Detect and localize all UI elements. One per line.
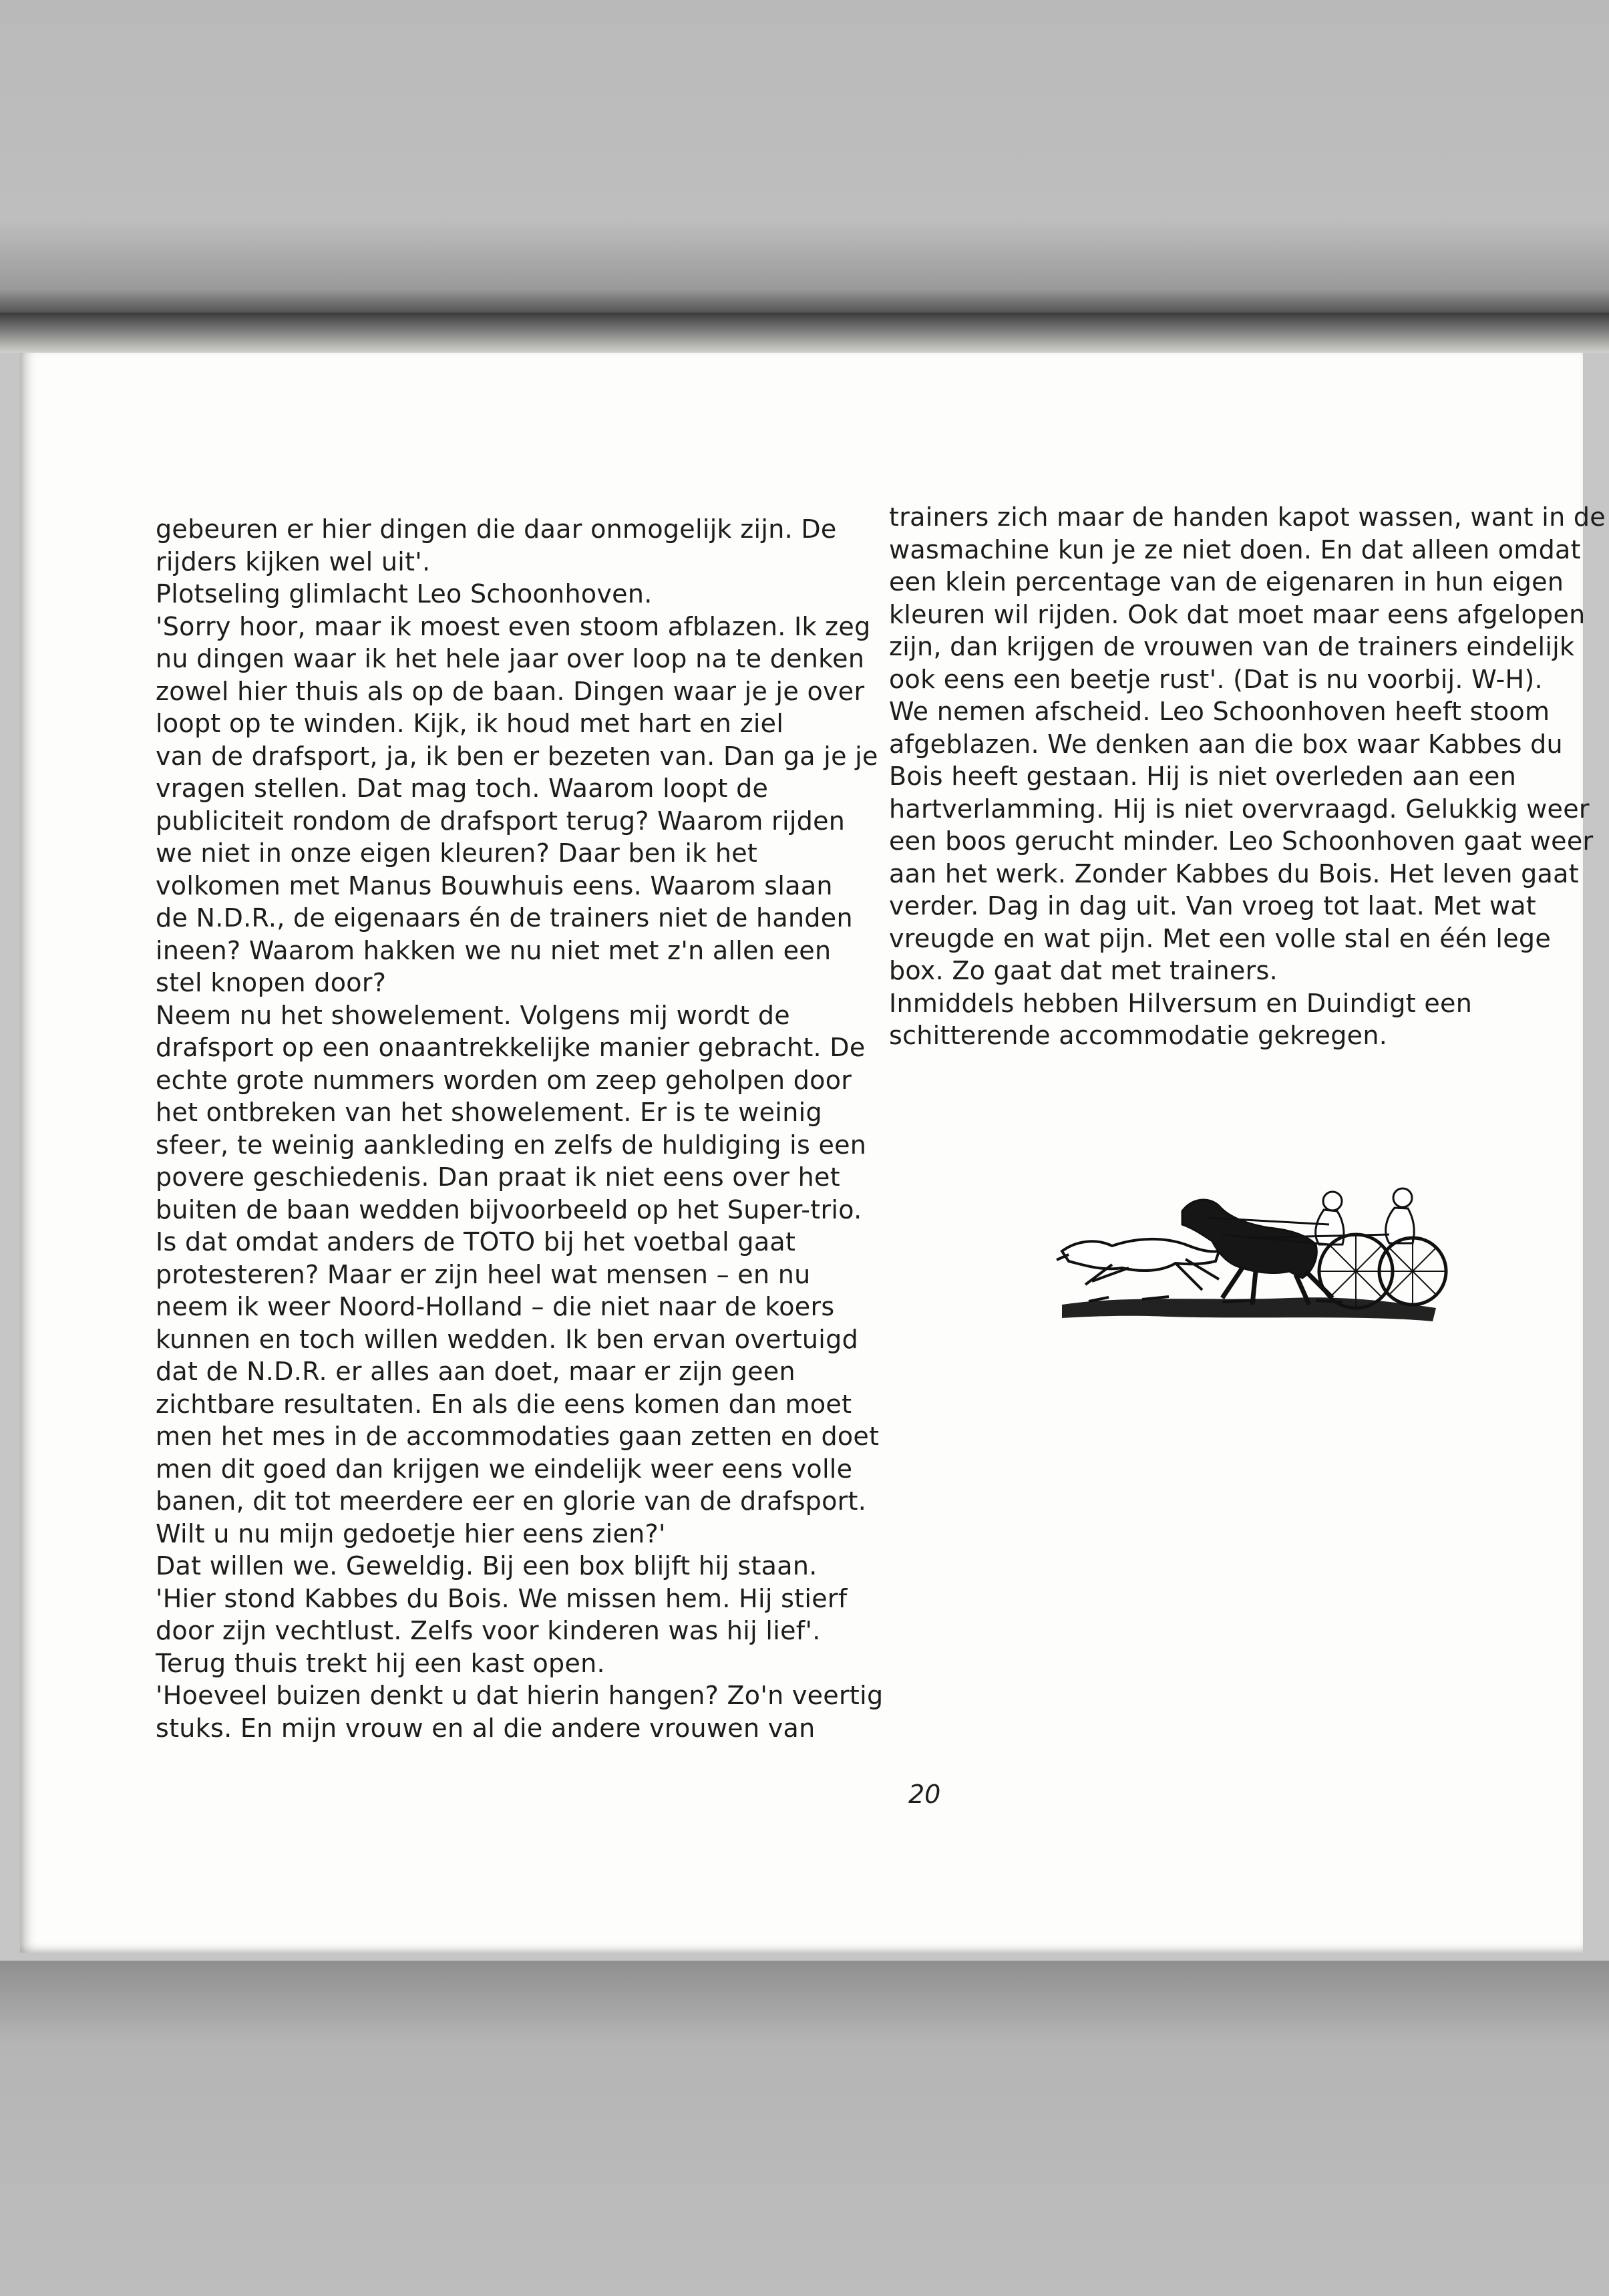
left-column-line: buiten de baan wedden bijvoorbeeld op het Super-trio. xyxy=(156,1194,862,1224)
left-column-line: kunnen en toch willen wedden. Ik ben ervan overtuigd xyxy=(156,1324,859,1354)
left-column-line: men dit goed dan krijgen we eindelijk weer eens volle xyxy=(156,1454,853,1484)
left-column-line: publiciteit rondom de drafsport terug? Waarom rijden xyxy=(156,806,846,836)
right-column-line: We nemen afscheid. Leo Schoonhoven heeft stoom xyxy=(889,697,1550,726)
scanner-background-bottom xyxy=(0,1961,1609,2296)
right-column-line: Bois heeft gestaan. Hij is niet overleden aan een xyxy=(889,762,1517,791)
left-column-line: protesteren? Maar er zijn heel wat mensen – en nu xyxy=(156,1259,811,1289)
book-cover-edge xyxy=(0,313,1609,353)
left-column-line: we niet in onze eigen kleuren? Daar ben ik het xyxy=(156,838,758,868)
left-column-line: men het mes in de accommodaties gaan zetten en doet xyxy=(156,1422,880,1451)
right-column-line: wasmachine kun je ze niet doen. En dat alleen omdat xyxy=(889,534,1581,564)
right-column-line: een boos gerucht minder. Leo Schoonhoven gaat weer xyxy=(889,826,1594,856)
left-column-line: stel knopen door? xyxy=(156,968,387,997)
left-column-line: door zijn vechtlust. Zelfs voor kinderen was hij lief'. xyxy=(156,1616,821,1645)
left-column-line: Dat willen we. Geweldig. Bij een box blijft hij staan. xyxy=(156,1551,818,1581)
left-column-line: nu dingen waar ik het hele jaar over loop na te denken xyxy=(156,644,865,673)
left-column-line: Is dat omdat anders de TOTO bij het voetbal gaat xyxy=(156,1227,796,1257)
right-column-line: een klein percentage van de eigenaren in hun eigen xyxy=(889,567,1564,597)
left-column-line: Neem nu het showelement. Volgens mij wordt de xyxy=(156,1000,790,1030)
left-column-line: neem ik weer Noord-Holland – die niet naar de koers xyxy=(156,1292,835,1321)
left-column-line: drafsport op een onaantrekkelijke manier gebracht. De xyxy=(156,1033,866,1062)
left-column-line: de N.D.R., de eigenaars én de trainers niet de handen xyxy=(156,903,853,933)
right-column-line: zijn, dan krijgen de vrouwen van de trainers eindelijk xyxy=(889,632,1575,661)
left-column-line: 'Sorry hoor, maar ik moest even stoom afblazen. Ik zeg xyxy=(156,611,871,641)
left-column-line: het ontbreken van het showelement. Er is te weinig xyxy=(156,1098,822,1127)
harness-racing-illustration xyxy=(1049,1171,1449,1331)
left-column-line: zichtbare resultaten. En als die eens komen dan moet xyxy=(156,1389,852,1419)
right-column-line: vreugde en wat pijn. Met een volle stal en één lege xyxy=(889,923,1551,953)
right-column-line: verder. Dag in dag uit. Van vroeg tot laat. Met wat xyxy=(889,891,1537,921)
book-page xyxy=(20,353,1606,1953)
right-column-line: aan het werk. Zonder Kabbes du Bois. Het leven gaat xyxy=(889,858,1579,888)
left-column-line: loopt op te winden. Kijk, ik houd met hart en ziel xyxy=(156,709,784,738)
right-column-line: Inmiddels hebben Hilversum en Duindigt een xyxy=(889,988,1473,1018)
left-column-line: Plotseling glimlacht Leo Schoonhoven. xyxy=(156,579,653,609)
left-column-line: 'Hoeveel buizen denkt u dat hierin hangen? Zo'n veertig xyxy=(156,1681,884,1710)
left-column-line: van de drafsport, ja, ik ben er bezeten van. Dan ga je je xyxy=(156,741,878,771)
right-column-line: hartverlamming. Hij is niet overvraagd. Gelukkig weer xyxy=(889,794,1590,824)
right-column-line: afgeblazen. We denken aan die box waar Kabbes du xyxy=(889,729,1563,759)
left-column-line: stuks. En mijn vrouw en al die andere vrouwen van xyxy=(156,1713,816,1743)
left-column-line: povere geschiedenis. Dan praat ik niet eens over het xyxy=(156,1162,840,1192)
right-column-line: kleuren wil rijden. Ook dat moet maar eens afgelopen xyxy=(889,599,1586,629)
left-column-line: sfeer, te weinig aankleding en zelfs de huldiging is een xyxy=(156,1130,867,1160)
left-column-line: dat de N.D.R. er alles aan doet, maar er zijn geen xyxy=(156,1357,795,1386)
left-column-line: banen, dit tot meerdere eer en glorie van de drafsport. xyxy=(156,1486,867,1516)
right-column-line: box. Zo gaat dat met trainers. xyxy=(889,956,1278,985)
left-column-line: 'Hier stond Kabbes du Bois. We missen hem. Hij stierf xyxy=(156,1583,848,1613)
page-number: 20 xyxy=(908,1780,941,1809)
left-column-line: echte grote nummers worden om zeep geholpen door xyxy=(156,1065,852,1095)
left-column-line: zowel hier thuis als op de baan. Dingen waar je je over xyxy=(156,676,865,706)
right-text-column xyxy=(889,501,1606,1052)
right-column-line: trainers zich maar de handen kapot wassen, want in de xyxy=(889,502,1606,532)
left-column-line: Terug thuis trekt hij een kast open. xyxy=(156,1648,605,1678)
scanner-background-top xyxy=(0,0,1609,314)
left-column-line: vragen stellen. Dat mag toch. Waarom loopt de xyxy=(156,774,769,803)
right-column-line: schitterende accommodatie gekregen. xyxy=(889,1021,1388,1050)
right-column-line: ook eens een beetje rust'. (Dat is nu voorbij. W-H). xyxy=(889,664,1543,694)
left-column-line: rijders kijken wel uit'. xyxy=(156,546,431,577)
left-column-line: Wilt u nu mijn gedoetje hier eens zien?' xyxy=(156,1518,666,1548)
left-column-line: volkomen met Manus Bouwhuis eens. Waarom slaan xyxy=(156,870,833,900)
left-column-line: gebeuren er hier dingen die daar onmogelijk zijn. De xyxy=(156,514,837,544)
left-column-line: ineen? Waarom hakken we nu niet met z'n allen een xyxy=(156,935,832,965)
left-text-column xyxy=(156,513,883,1744)
